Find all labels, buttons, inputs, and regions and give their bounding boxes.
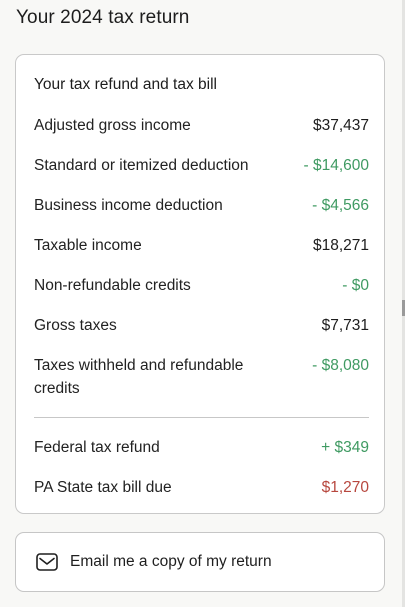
email-button-label: Email me a copy of my return (70, 553, 272, 570)
row-state-tax-bill (34, 476, 369, 499)
row-gross-taxes (34, 314, 369, 337)
row-label: Non-refundable credits (34, 277, 191, 294)
email-copy-button[interactable] (15, 532, 385, 592)
row-value: - $4,566 (312, 197, 369, 214)
row-value: $7,731 (321, 317, 369, 334)
row-label: Taxable income (34, 237, 142, 254)
row-value: - $8,080 (312, 357, 369, 374)
row-standard-deduction (34, 154, 369, 177)
divider (34, 417, 369, 418)
row-label: Gross taxes (34, 317, 117, 334)
row-value: $1,270 (321, 479, 369, 496)
row-value: - $0 (342, 277, 369, 294)
row-value: $37,437 (312, 117, 369, 134)
row-non-refundable-credits (34, 274, 369, 297)
row-value: $18,271 (312, 237, 369, 254)
row-label: Business income deduction (34, 197, 223, 214)
page-title: Your 2024 tax return (16, 7, 190, 28)
row-label: Federal tax refund (34, 439, 160, 456)
row-label: Standard or itemized deduction (34, 157, 249, 174)
row-taxable-income (34, 234, 369, 257)
row-federal-tax-refund (34, 436, 369, 459)
tax-summary-card (15, 54, 385, 514)
row-business-income-deduction (34, 194, 369, 217)
card-title: Your tax refund and tax bill (34, 76, 217, 93)
envelope-icon (36, 553, 58, 571)
row-value: - $14,600 (303, 157, 369, 174)
row-taxes-withheld (34, 354, 369, 400)
row-label: Taxes withheld and refundable credits (34, 357, 244, 397)
row-value: + $349 (321, 439, 369, 456)
row-adjusted-gross-income (34, 114, 369, 137)
row-label: PA State tax bill due (34, 479, 172, 496)
row-label: Adjusted gross income (34, 117, 191, 134)
